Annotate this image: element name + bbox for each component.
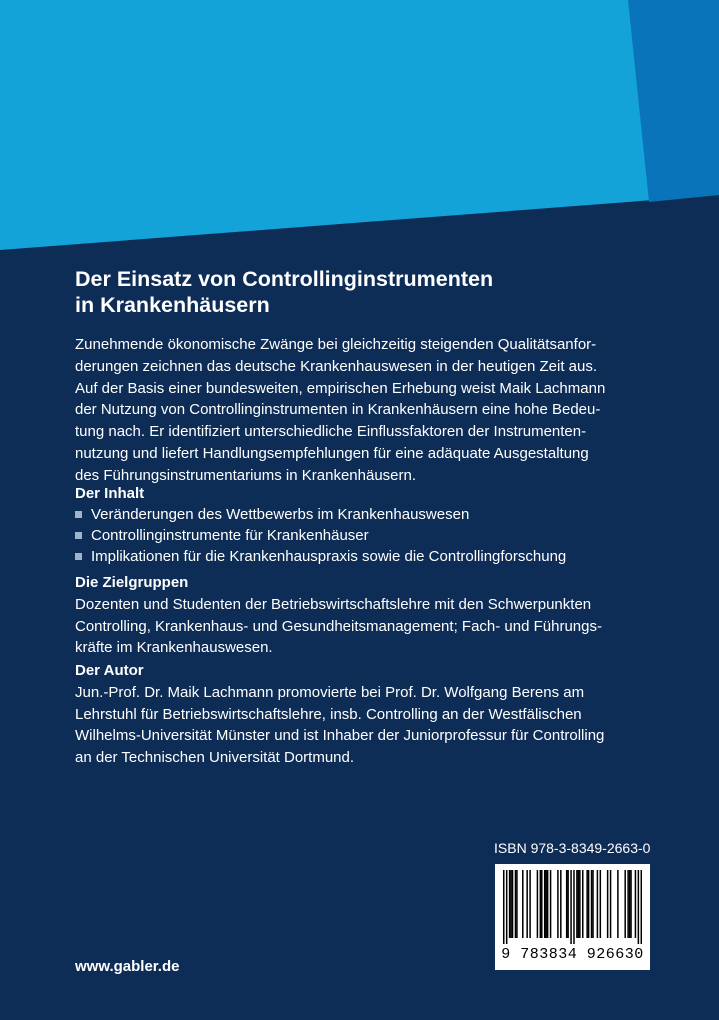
intro-line: tung nach. Er identifiziert unterschiedliche Einflussfaktoren der Instrumenten- [75,423,587,441]
barcode-bar [630,870,632,938]
barcode-bar [586,870,588,938]
barcode-bar [617,870,619,938]
book-title-line-2: in Krankenhäusern [75,293,270,317]
inhalt-list-item [75,525,655,546]
barcode-bar [522,870,524,938]
barcode-bar [550,870,552,938]
inhalt-list-item [75,546,655,567]
barcode-bar [506,870,508,944]
barcode [495,864,650,970]
inhalt-heading: Der Inhalt [75,485,145,502]
inhalt-item-text: Implikationen für die Krankenhauspraxis sowie die Controllingforschung [91,548,567,565]
intro-paragraph [75,334,645,487]
intro-line: derungen zeichnen das deutsche Krankenhauswesen in der heutigen Zeit aus. [75,357,598,375]
isbn-label: ISBN 978-3-8349-2663-0 [494,840,651,856]
bullet-square-icon [75,532,82,539]
barcode-bar [512,870,514,938]
barcode-bar [627,870,629,938]
barcode-bar [597,870,599,938]
barcode-bar [537,870,539,938]
barcode-bar [624,870,626,938]
barcode-bar [635,870,637,938]
barcode-bar [578,870,580,938]
barcode-bars [503,870,642,944]
barcode-bar [573,870,575,944]
barcode-bar [641,870,642,944]
barcode-bar [544,870,546,938]
inhalt-item-text: Veränderungen des Wettbewerbs im Krankenhauswesen [91,506,470,523]
intro-line: des Führungsinstrumentariums in Krankenhäusern. [75,466,417,484]
zielgruppen-line: Controlling, Krankenhaus- und Gesundheitsmanagement; Fach- und Führungs- [75,617,602,635]
barcode-bar [509,870,511,938]
autor-line: Wilhelms-Universität Münster und ist Inhaber der Juniorprofessur für Controlling [75,727,605,744]
barcode-bar [529,870,531,938]
publisher-website-link[interactable]: www.gabler.de [75,958,180,975]
barcode-bar [526,870,528,938]
inhalt-list-item [75,504,655,525]
bullet-square-icon [75,511,82,518]
barcode-bar [592,870,594,938]
barcode-bar [579,870,581,938]
book-title [75,266,655,318]
intro-line: nutzung und liefert Handlungsempfehlungen für eine adäquate Ausgestaltung [75,444,589,462]
barcode-bar [629,870,631,938]
barcode-bar [515,870,517,938]
autor-heading: Der Autor [75,662,144,679]
barcode-bar [547,870,549,938]
barcode-bar [557,870,559,938]
zielgruppen-paragraph [75,594,655,659]
barcode-bar [516,870,518,938]
barcode-digits: 9 783834 926630 [501,946,644,963]
barcode-bar [588,870,590,938]
autor-line: Jun.-Prof. Dr. Maik Lachmann promovierte bei Prof. Dr. Wolfgang Berens am [75,684,585,701]
barcode-bar [567,870,569,938]
autor-line: an der Technischen Universität Dortmund. [75,748,355,766]
barcode-bar [560,870,562,938]
barcode-bar [510,870,512,938]
zielgruppen-heading: Die Zielgruppen [75,574,189,591]
barcode-bar [600,870,602,938]
barcode-bar [540,870,542,938]
barcode-bar [503,870,505,944]
zielgruppen-line: kräfte im Krankenhauswesen. [75,639,273,656]
zielgruppen-line: Dozenten und Studenten der Betriebswirtschaftslehre mit den Schwerpunkten [75,596,592,613]
barcode-bar [566,870,568,938]
intro-line: der Nutzung von Controllinginstrumenten in Krankenhäusern eine hohe Bedeu- [75,401,601,419]
inhalt-list [75,504,655,567]
barcode-bar [582,870,584,938]
barcode-bar [545,870,547,938]
bullet-square-icon [75,553,82,560]
intro-line: Zunehmende ökonomische Zwänge bei gleichzeitig steigenden Qualitätsanfor- [75,336,597,353]
barcode-bar [610,870,612,938]
barcode-bar [541,870,543,938]
intro-line: Auf der Basis einer bundesweiten, empirischen Erhebung weist Maik Lachmann [75,379,606,397]
barcode-bar [591,870,593,938]
inhalt-item-text: Controllinginstrumente für Krankenhäuser [91,527,369,544]
barcode-bar [570,870,572,944]
barcode-bar [638,870,640,944]
book-title-line-1: Der Einsatz von Controllinginstrumenten [75,267,494,291]
barcode-bar [607,870,609,938]
autor-line: Lehrstuhl für Betriebswirtschaftslehre, insb. Controlling an der Westfälischen [75,705,582,723]
barcode-bar [576,870,578,938]
autor-paragraph [75,682,655,768]
